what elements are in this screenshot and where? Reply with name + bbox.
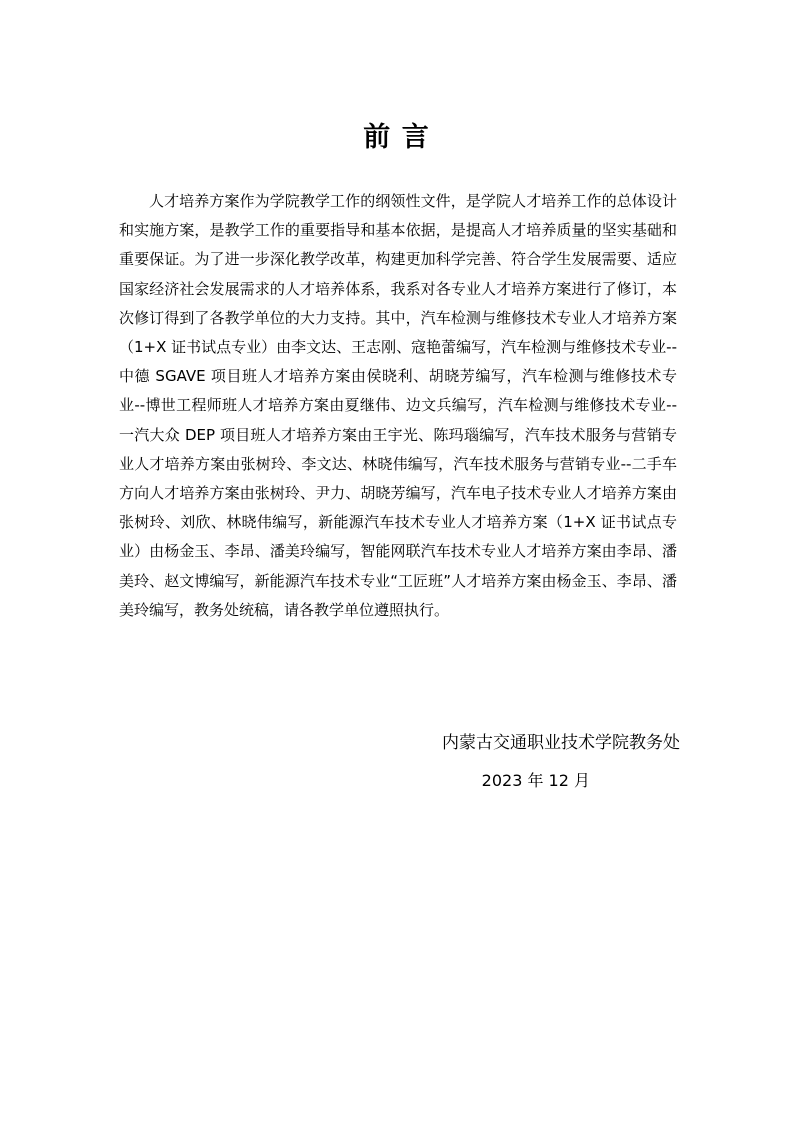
preface-paragraph: 人才培养方案作为学院教学工作的纲领性文件，是学院人才培养工作的总体设计和实施方案，是教学工作的重要指导和基本依据，是提高人才培养质量的坚实基础和重要保证。为了进一步深化教学改革，构建更加科学完善、符合学生发展需要、适应国家经济社会发展需求的人才培养体系，我系对各专业人才培养方案进行了修订，本次修订得到了各教学单位的大力支持。其中，汽车检测与维修技术专业人才培养方案（1+X 证书试点专业）由李文达、王志刚、寇艳蕾编写，汽车检测与维修技术专业--中德 SGAVE 项目班人才培养方案由侯晓利、胡晓芳编写，汽车检测与维修技术专业--博世工程师班人才培养方案由夏继伟、边文兵编写，汽车检测与维修技术专业--一汽大众 DEP 项目班人才培养方案由王宇光、陈玛瑙编写，汽车技术服务与营销专业人才培养方案由张树玲、李文达、林晓伟编写，汽车技术服务与营销专业--二手车方向人才培养方案由张树玲、尹力、胡晓芳编写，汽车电子技术专业人才培养方案由张树玲、刘欣、林晓伟编写，新能源汽车技术专业人才培养方案（1+X 证书试点专业）由杨金玉、李昂、潘美玲编写，智能网联汽车技术专业人才培养方案由李昂、潘美玲、赵文博编写，新能源汽车技术专业“工匠班”人才培养方案由杨金玉、李昂、潘美玲编写，教务处统稿，请各教学单位遵照执行。 <box>119 192 677 619</box>
signature-organization: 内蒙古交通职业技术学院教务处 <box>442 733 680 753</box>
signature-date: 2023 年 12 月 <box>481 771 590 790</box>
page-title: 前 言 <box>363 122 430 153</box>
